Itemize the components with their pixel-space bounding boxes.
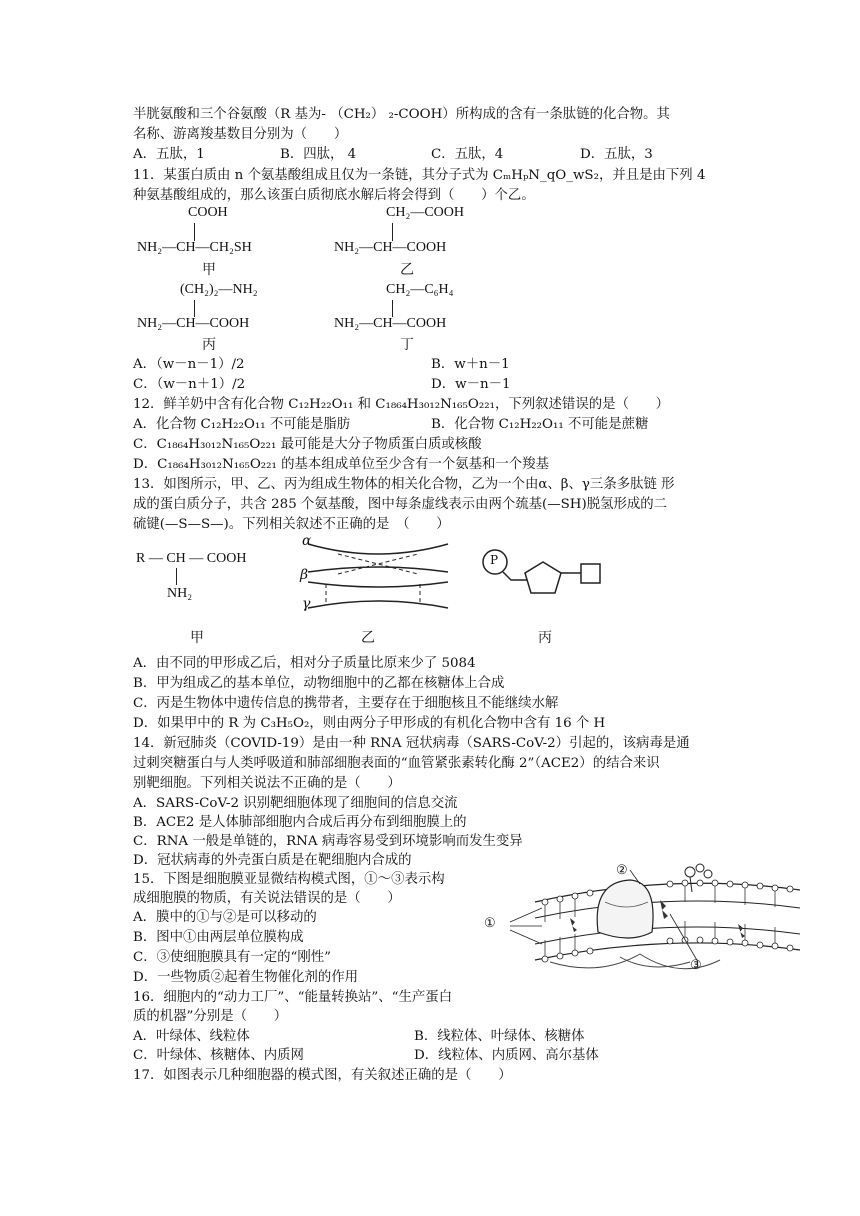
q14-option-d: D．冠状病毒的外壳蛋白质是在靶细胞内合成的	[133, 853, 412, 868]
q15-option-b: B．图中①由两层单位膜构成	[133, 930, 304, 945]
q10-line1: 半胱氨酸和三个谷氨酸（R 基为- （CH₂） ₂-COOH）所构成的含有一条肽链的化合物。其	[133, 107, 670, 122]
bing-name: 丙	[202, 338, 216, 353]
q12-stem: 12．鲜羊奶中含有化合物 C₁₂H₂₂O₁₁ 和 C₁₈₆₄H₃₀₁₂N₁₆₅O₂₂₁，下列叙述错误的是（ ）	[133, 397, 670, 412]
q11-option-a: A．（w－n－1）/2	[133, 357, 245, 372]
figure-label-bing: 丙	[538, 630, 552, 646]
q16-option-c: C．叶绿体、核糖体、内质网	[133, 1048, 304, 1063]
yi-bond-line	[392, 223, 393, 241]
nucleotide-diagram	[481, 548, 601, 608]
q13-line3: 硫键(—S—S—)。下列相关叙述不正确的是 （ ）	[133, 517, 450, 532]
q11-line1: 11．某蛋白质由 n 个氨基酸组成且仅为一条链，其分子式为 CₘHₚN_qO_wS₂，并且是由下列 4	[133, 168, 706, 183]
q14-option-b: B．ACE2 是人体肺部细胞内合成后再分布到细胞膜上的	[133, 815, 467, 830]
beta-label: β	[300, 567, 309, 583]
q11-option-c: C．（w－n＋1）/2	[133, 377, 246, 392]
q13-line1: 13．如图所示，甲、乙、丙为组成生物体的相关化合物，乙为一个由α、β、γ三条多肽链 形	[133, 477, 675, 492]
q13-option-c: C．丙是生物体中遗传信息的携带者，主要存在于细胞核且不能继续水解	[133, 696, 559, 711]
bing-bond-line	[194, 300, 195, 317]
membrane-marker-2: ②	[616, 863, 628, 878]
q14-option-c: C．RNA 一般是单链的，RNA 病毒容易受到环境影响而发生变异	[133, 834, 523, 849]
q12-option-a: A．化合物 C₁₂H₂₂O₁₁ 不可能是脂肪	[133, 417, 351, 432]
q17-stem: 17．如图表示几种细胞器的模式图，有关叙述正确的是（ ）	[133, 1068, 512, 1083]
q12-option-c: C．C₁₈₆₄H₃₀₁₂N₁₆₅O₂₂₁ 最可能是大分子物质蛋白质或核酸	[133, 437, 482, 452]
q14-option-a: A．SARS-CoV-2 识别靶细胞体现了细胞间的信息交流	[133, 796, 458, 811]
alpha-label: α	[302, 533, 312, 549]
ding-name: 丁	[400, 338, 414, 353]
gamma-label: γ	[302, 596, 311, 612]
q10-option-a: A．五肽，1	[133, 147, 205, 162]
q13-option-d: D．如果甲中的 R 为 C₃H₅O₂，则由两分子甲形成的有机化合物中含有 16 个 H	[133, 716, 606, 731]
q15-option-c: C．③使细胞膜具有一定的“刚性”	[133, 950, 332, 965]
q16-option-a: A．叶绿体、线粒体	[133, 1029, 250, 1044]
amino-bond-line	[176, 568, 177, 585]
q14-line1: 14．新冠肺炎（COVID-19）是由一种 RNA 冠状病毒（SARS-CoV-2）引起的，该病毒是通	[133, 736, 690, 751]
protein-chains-diagram	[298, 534, 458, 624]
ding-top-group: CH₂—C₆H₄	[386, 282, 454, 297]
q10-option-c: C．五肽，4	[431, 147, 504, 162]
figure-label-yi: 乙	[361, 630, 375, 646]
q16-option-d: D．线粒体、内质网、高尔基体	[414, 1048, 599, 1063]
jia-top-group: COOH	[188, 205, 228, 220]
bing-top-group: (CH₂)₂—NH₂	[180, 282, 258, 297]
q15-option-d: D．一些物质②起着生物催化剂的作用	[133, 970, 358, 985]
q15-line2: 成细胞膜的物质，有关说法错误的是（ ）	[133, 891, 401, 906]
q14-line3: 别靶细胞。下列相关说法不正确的是（ ）	[133, 776, 401, 791]
q12-option-d: D．C₁₈₆₄H₃₀₁₂N₁₆₅O₂₂₁ 的基本组成单位至少含有一个氨基和一个羧基	[133, 457, 549, 472]
yi-main-chain: NH₂—CH—COOH	[334, 240, 447, 255]
q16-option-b: B．线粒体、叶绿体、核糖体	[414, 1029, 585, 1044]
ding-bond-line	[392, 300, 393, 317]
q10-line2: 名称、游离羧基数目分别为（ ）	[133, 127, 348, 142]
q11-option-d: D．w－n－1	[431, 377, 511, 392]
bing-main-chain: NH₂—CH—COOH	[137, 316, 250, 331]
membrane-marker-1: ①	[484, 916, 496, 931]
jia-name: 甲	[202, 263, 216, 278]
amino-acid-formula: R — CH — COOH	[136, 551, 247, 566]
jia-main-chain: NH₂—CH—CH₂SH	[137, 240, 252, 255]
q10-option-d: D．五肽，3	[580, 147, 653, 162]
q11-option-b: B．w＋n－1	[431, 357, 510, 372]
q15-line1: 15．下图是细胞膜亚显微结构模式图，①～③表示构	[133, 872, 445, 887]
q16-line2: 质的机器”分别是（ ）	[133, 1009, 288, 1024]
ding-main-chain: NH₂—CH—COOH	[334, 316, 447, 331]
q13-option-a: A．由不同的甲形成乙后，相对分子质量比原来少了 5084	[133, 656, 476, 671]
q14-line2: 过刺突糖蛋白与人类呼吸道和肺部细胞表面的“血管紧张素转化酶 2”（ACE2）的结合来识	[133, 756, 660, 771]
q13-line2: 成的蛋白质分子，共含 285 个氨基酸，图中每条虚线表示由两个巯基(—SH)脱氢形成的二	[133, 497, 668, 512]
q13-option-b: B．甲为组成乙的基本单位，动物细胞中的乙都在核糖体上合成	[133, 676, 505, 691]
membrane-marker-3: ③	[690, 958, 702, 973]
yi-top-group: CH₂—COOH	[386, 205, 464, 220]
phosphate-label: P	[490, 553, 499, 567]
amino-nh2: NH₂	[167, 586, 193, 601]
q16-line1: 16．细胞内的“动力工厂”、“能量转换站”、“生产蛋白	[133, 990, 453, 1005]
figure-label-jia: 甲	[190, 630, 204, 646]
q10-option-b: B．四肽， 4	[280, 147, 357, 162]
jia-bond-line	[194, 223, 195, 241]
q12-option-b: B．化合物 C₁₂H₂₂O₁₁ 不可能是蔗糖	[431, 417, 649, 432]
yi-name: 乙	[400, 263, 414, 278]
q11-line2: 种氨基酸组成的，那么该蛋白质彻底水解后将会得到（ ）个乙。	[133, 188, 535, 203]
q15-option-a: A．膜中的①与②是可以移动的	[133, 910, 317, 925]
cell-membrane-diagram	[480, 862, 824, 980]
